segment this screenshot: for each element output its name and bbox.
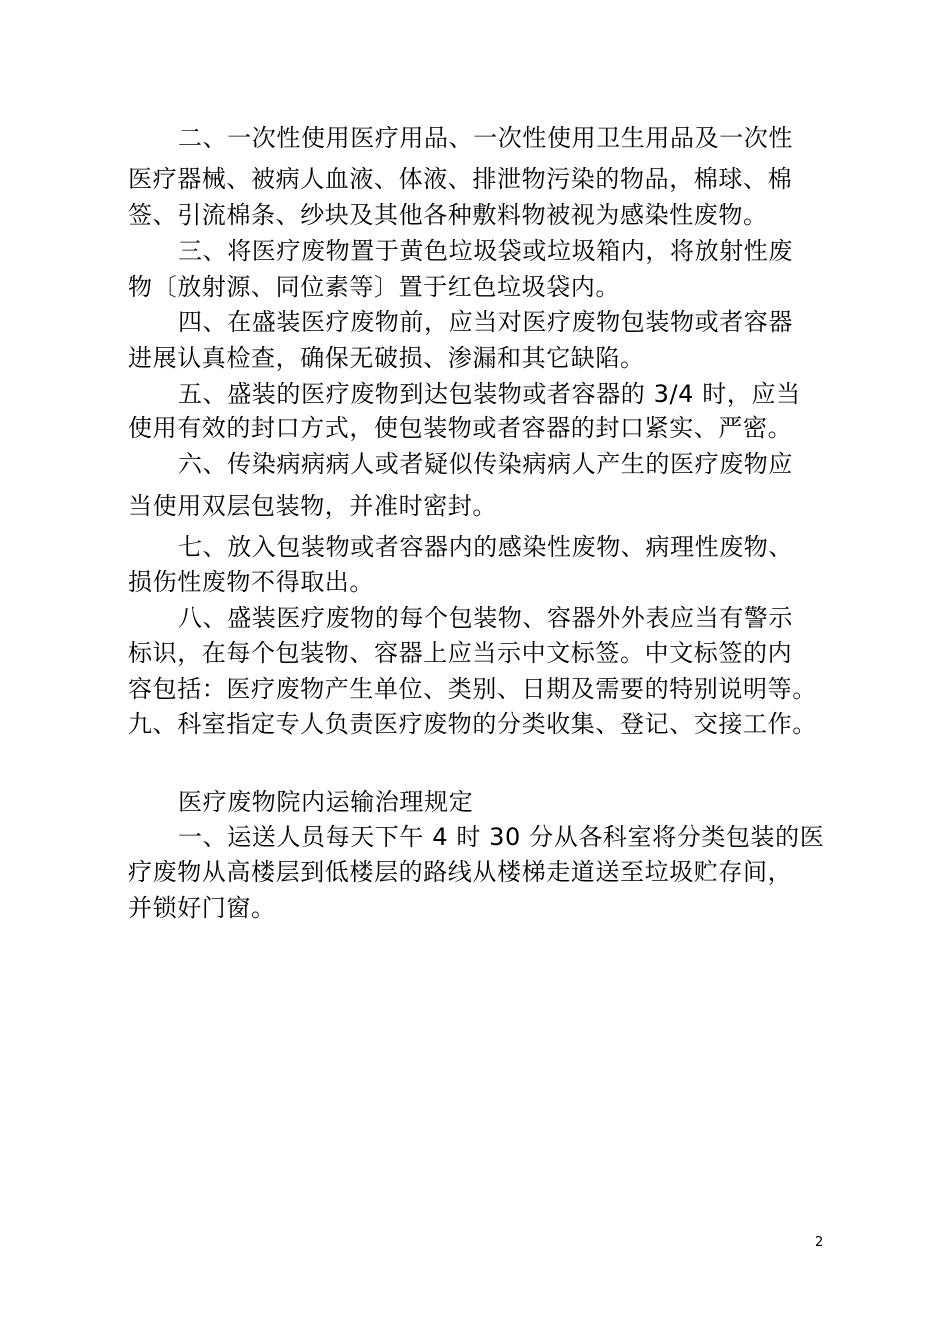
text-line: 进展认真检查，确保无破损、渗漏和其它缺陷。	[128, 344, 645, 372]
text-line: 容包括：医疗废物产生单位、类别、日期及需要的特别说明等。	[128, 675, 817, 703]
text-line: 八、盛装医疗废物的每个包装物、容器外外表应当有警示	[178, 604, 793, 632]
text-line: 损伤性废物不得取出。	[128, 568, 374, 596]
text-line: 一、运送人员每天下午 4 时 30 分从各科室将分类包装的医	[178, 823, 825, 851]
text-line: 二、一次性使用医疗用品、一次性使用卫生用品及一次性	[178, 124, 793, 152]
text-line: 使用有效的封口方式，使包装物或者容器的封口紧实、严密。	[128, 414, 793, 442]
text-line: 当使用双层包装物，并准时密封。	[128, 492, 497, 520]
text-line: 医疗器械、被病人血液、体液、排泄物污染的物品，棉球、棉	[128, 165, 793, 193]
text-line: 标识，在每个包装物、容器上应当示中文标签。中文标签的内	[128, 639, 793, 667]
text-line: 三、将医疗废物置于黄色垃圾袋或垃圾箱内，将放射性废	[178, 237, 793, 265]
section-title: 医疗废物院内运输治理规定	[178, 788, 474, 816]
page-number: 2	[815, 1235, 824, 1250]
text-line: 并锁好门窗。	[128, 894, 276, 922]
text-line: 七、放入包装物或者容器内的感染性废物、病理性废物、	[178, 533, 793, 561]
text-line: 九、科室指定专人负责医疗废物的分类收集、登记、交接工作。	[128, 710, 817, 738]
text-line: 四、在盛装医疗废物前，应当对医疗废物包装物或者容器	[178, 308, 793, 336]
text-line: 签、引流棉条、纱块及其他各种敷料物被视为感染性废物。	[128, 201, 768, 229]
text-line: 物〔放射源、同位素等〕置于红色垃圾袋内。	[128, 273, 620, 301]
text-line: 六、传染病病病人或者疑似传染病病人产生的医疗废物应	[178, 450, 793, 478]
text-line: 五、盛装的医疗废物到达包装物或者容器的 3/4 时，应当	[178, 380, 801, 408]
text-line: 疗废物从高楼层到低楼层的路线从楼梯走道送至垃圾贮存间，	[128, 858, 793, 886]
